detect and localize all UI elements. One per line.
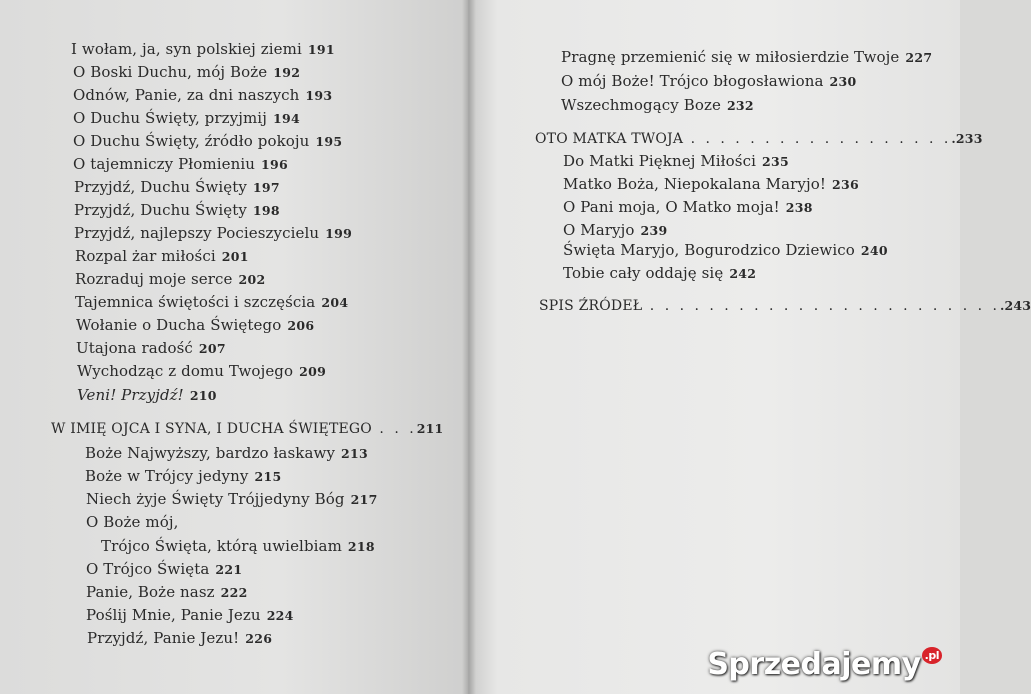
toc-entry: O Pani moja, O Matko moja! 238: [563, 198, 813, 216]
section-heading: SPIS ŹRÓDEŁ . . . . . . . . . . . . . . . . . . . . . . . ..243: [539, 298, 1031, 314]
toc-entry: I wołam, ja, syn polskiej ziemi 191: [71, 40, 335, 58]
toc-entry: O Duchu Święty, źródło pokoju 195: [73, 132, 343, 150]
toc-entry: Przyjdź, Panie Jezu! 226: [87, 629, 273, 647]
toc-entry: Wszechmogący Boze 232: [561, 96, 754, 114]
toc-entry: Wychodząc z domu Twojego 209: [77, 362, 327, 380]
toc-entry: Rozraduj moje serce 202: [75, 270, 266, 288]
toc-entry: Rozpal żar miłości 201: [75, 247, 249, 265]
toc-entry: Panie, Boże nasz 222: [86, 583, 248, 601]
watermark-logo: Sprzedajemy .pl: [707, 647, 942, 682]
toc-entry: Tajemnica świętości i szczęścia 204: [75, 293, 349, 311]
toc-entry: Boże w Trójcy jedyny 215: [85, 467, 282, 485]
toc-entry: Przyjdź, Duchu Święty 198: [74, 201, 280, 219]
toc-entry: Utajona radość 207: [76, 339, 226, 357]
toc-entry: Matko Boża, Niepokalana Maryjo! 236: [563, 175, 859, 193]
left-page: [0, 0, 468, 694]
section-heading: W IMIĘ OJCA I SYNA, I DUCHA ŚWIĘTEGO . . .211: [51, 421, 444, 437]
toc-entry: O tajemniczy Płomieniu 196: [73, 155, 288, 173]
toc-entry: O Trójco Święta 221: [86, 560, 243, 578]
right-page: [468, 0, 1031, 694]
section-heading: OTO MATKA TWOJA . . . . . . . . . . . . . . . . . ..233: [535, 131, 983, 147]
toc-entry: Do Matki Pięknej Miłości 235: [563, 152, 789, 170]
book-gutter: [462, 0, 476, 694]
toc-entry: Przyjdź, najlepszy Pocieszycielu 199: [74, 224, 353, 242]
toc-entry: Boże Najwyższy, bardzo łaskawy 213: [85, 444, 369, 462]
toc-entry: Pragnę przemienić się w miłosierdzie Twoje 227: [561, 48, 933, 66]
toc-entry: O Duchu Święty, przyjmij 194: [73, 109, 300, 127]
toc-entry: O Maryjo 239: [563, 221, 668, 239]
toc-entry: Wołanie o Ducha Świętego 206: [76, 316, 315, 334]
toc-entry: O mój Boże! Trójco błogosławiona 230: [561, 72, 857, 90]
toc-entry: Święta Maryjo, Bogurodzico Dziewico 240: [563, 241, 888, 259]
toc-entry: Niech żyje Święty Trójjedyny Bóg 217: [86, 490, 378, 508]
toc-entry: Poślij Mnie, Panie Jezu 224: [86, 606, 294, 624]
toc-entry: Veni! Przyjdź! 210: [77, 386, 217, 404]
toc-entry: Przyjdź, Duchu Święty 197: [74, 178, 280, 196]
toc-entry: Trójco Święta, którą uwielbiam 218: [101, 537, 375, 555]
toc-entry: O Boski Duchu, mój Boże 192: [73, 63, 301, 81]
toc-entry: Tobie cały oddaję się 242: [563, 264, 757, 282]
toc-entry: Odnów, Panie, za dni naszych 193: [73, 86, 333, 104]
toc-entry: O Boże mój,: [86, 513, 179, 531]
